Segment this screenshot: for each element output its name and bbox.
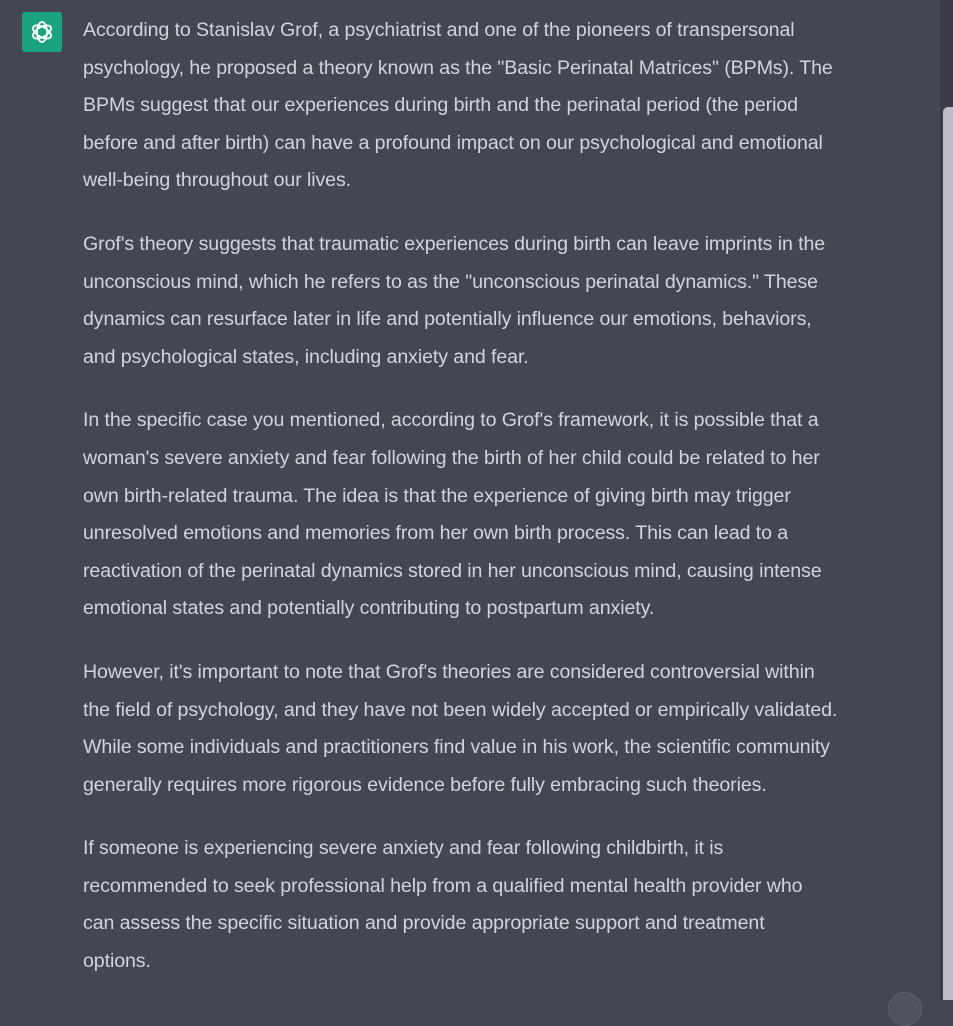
text-line: Grof's theory suggests that traumatic experiences during birth can leave imprints in the <box>83 232 826 255</box>
assistant-message <box>83 12 928 1007</box>
text-line: can assess the specific situation and provide appropriate support and treatment <box>83 912 765 935</box>
text-line: unconscious mind, which he refers to as the "unconscious perinatal dynamics." These <box>83 270 818 293</box>
scroll-to-bottom-button[interactable] <box>888 992 922 1026</box>
text-line: and psychological states, including anxiety and fear. <box>83 345 529 368</box>
text-line: recommended to seek professional help from a qualified mental health provider who <box>83 874 803 897</box>
text-line: BPMs suggest that our experiences during birth and the perinatal period (the period <box>83 94 798 117</box>
text-line: While some individuals and practitioners find value in his work, the scientific community <box>83 736 830 759</box>
text-line: before and after birth) can have a profound impact on our psychological and emotional <box>83 131 823 154</box>
text-line: unresolved emotions and memories from her own birth process. This can lead to a <box>83 522 789 545</box>
text-line: the field of psychology, and they have not been widely accepted or empirically validated. <box>83 698 838 721</box>
scrollbar-thumb[interactable] <box>943 107 953 1000</box>
text-line: well-being throughout our lives. <box>83 169 352 192</box>
message-paragraph <box>83 830 928 980</box>
message-paragraph <box>83 226 928 376</box>
text-line: According to Stanislav Grof, a psychiatrist and one of the pioneers of transpersonal <box>83 19 795 41</box>
text-line: In the specific case you mentioned, according to Grof's framework, it is possible that a <box>83 409 819 432</box>
text-line: If someone is experiencing severe anxiety and fear following childbirth, it is <box>83 837 724 860</box>
text-line: emotional states and potentially contributing to postpartum anxiety. <box>83 597 655 620</box>
text-line: generally requires more rigorous evidence before fully embracing such theories. <box>83 773 767 796</box>
message-paragraph <box>83 654 928 804</box>
text-line: dynamics can resurface later in life and potentially influence our emotions, behaviors, <box>83 308 812 331</box>
text-line: woman's severe anxiety and fear following the birth of her child could be related to her <box>83 446 820 469</box>
message-paragraph <box>83 402 928 628</box>
text-line: options. <box>83 950 151 973</box>
message-paragraph <box>83 12 928 200</box>
text-line: However, it's important to note that Grof's theories are considered controversial within <box>83 660 815 683</box>
text-line: own birth-related trauma. The idea is that the experience of giving birth may trigger <box>83 484 791 507</box>
text-line: psychology, he proposed a theory known as the "Basic Perinatal Matrices" (BPMs). The <box>83 56 833 79</box>
assistant-avatar <box>22 12 62 52</box>
openai-logo-icon <box>28 18 56 46</box>
text-line: reactivation of the perinatal dynamics stored in her unconscious mind, causing intense <box>83 559 822 582</box>
